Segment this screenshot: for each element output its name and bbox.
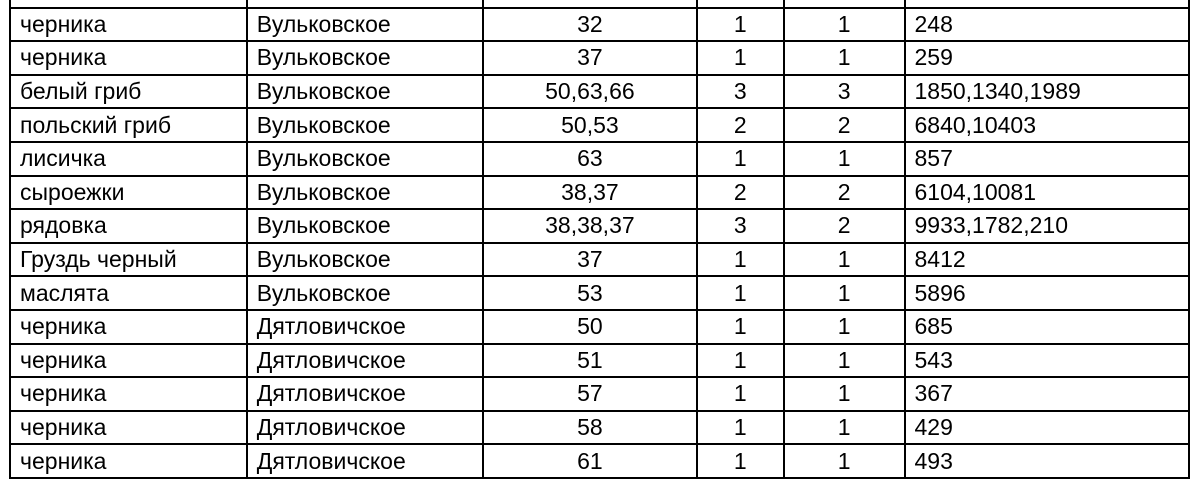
count-cell: 1 xyxy=(697,41,784,75)
area-cell: 6104,10081 xyxy=(905,176,1190,210)
count2-cell: 1 xyxy=(784,276,905,310)
count2-cell: 2 xyxy=(784,209,905,243)
count2-cell: 1 xyxy=(784,310,905,344)
table-row xyxy=(10,108,1189,142)
species-cell: черника xyxy=(10,310,247,344)
header-cell xyxy=(10,0,247,8)
species-cell: белый гриб xyxy=(10,75,247,109)
count-cell: 1 xyxy=(697,310,784,344)
count-cell: 3 xyxy=(697,209,784,243)
forestry-cell: Вульковское xyxy=(247,8,483,42)
count-cell: 1 xyxy=(697,243,784,277)
forestry-cell: Дятловичское xyxy=(247,310,483,344)
forestry-cell: Вульковское xyxy=(247,41,483,75)
area-cell: 685 xyxy=(905,310,1190,344)
count-cell: 1 xyxy=(697,344,784,378)
count2-cell: 2 xyxy=(784,108,905,142)
table-row xyxy=(10,243,1189,277)
count-cell: 1 xyxy=(697,142,784,176)
table-row xyxy=(10,411,1189,445)
area-cell: 543 xyxy=(905,344,1190,378)
table-row xyxy=(10,8,1189,42)
species-cell: черника xyxy=(10,411,247,445)
area-cell: 1850,1340,1989 xyxy=(905,75,1190,109)
age-cell: 37 xyxy=(483,41,697,75)
count-cell: 3 xyxy=(697,75,784,109)
table-row xyxy=(10,444,1189,478)
header-cell xyxy=(483,0,697,8)
count-cell: 1 xyxy=(697,411,784,445)
count2-cell: 1 xyxy=(784,444,905,478)
count-cell: 2 xyxy=(697,176,784,210)
age-cell: 37 xyxy=(483,243,697,277)
age-cell: 38,37 xyxy=(483,176,697,210)
age-cell: 50,53 xyxy=(483,108,697,142)
species-cell: сыроежки xyxy=(10,176,247,210)
age-cell: 61 xyxy=(483,444,697,478)
table-row xyxy=(10,75,1189,109)
table-row xyxy=(10,276,1189,310)
species-cell: Груздь черный xyxy=(10,243,247,277)
species-cell: польский гриб xyxy=(10,108,247,142)
header-cell xyxy=(247,0,483,8)
table-row xyxy=(10,176,1189,210)
forestry-cell: Вульковское xyxy=(247,276,483,310)
area-cell: 429 xyxy=(905,411,1190,445)
forestry-cell: Вульковское xyxy=(247,243,483,277)
area-cell: 493 xyxy=(905,444,1190,478)
count-cell: 2 xyxy=(697,108,784,142)
forestry-cell: Вульковское xyxy=(247,75,483,109)
count2-cell: 1 xyxy=(784,142,905,176)
count-cell: 1 xyxy=(697,8,784,42)
area-cell: 9933,1782,210 xyxy=(905,209,1190,243)
count-cell: 1 xyxy=(697,444,784,478)
species-cell: черника xyxy=(10,344,247,378)
count2-cell: 1 xyxy=(784,344,905,378)
table-row xyxy=(10,310,1189,344)
table-row xyxy=(10,344,1189,378)
count2-cell: 3 xyxy=(784,75,905,109)
table-header-row-partial xyxy=(10,0,1189,8)
count2-cell: 1 xyxy=(784,377,905,411)
count2-cell: 1 xyxy=(784,8,905,42)
count-cell: 1 xyxy=(697,377,784,411)
area-cell: 259 xyxy=(905,41,1190,75)
table-row xyxy=(10,41,1189,75)
table-row xyxy=(10,209,1189,243)
species-cell: черника xyxy=(10,8,247,42)
species-cell: лисичка xyxy=(10,142,247,176)
header-cell xyxy=(905,0,1190,8)
area-cell: 857 xyxy=(905,142,1190,176)
species-cell: черника xyxy=(10,41,247,75)
forestry-cell: Вульковское xyxy=(247,209,483,243)
table-row xyxy=(10,142,1189,176)
age-cell: 51 xyxy=(483,344,697,378)
header-cell xyxy=(697,0,784,8)
area-cell: 367 xyxy=(905,377,1190,411)
forestry-cell: Дятловичское xyxy=(247,411,483,445)
forestry-cell: Вульковское xyxy=(247,108,483,142)
area-cell: 6840,10403 xyxy=(905,108,1190,142)
table-row xyxy=(10,377,1189,411)
count2-cell: 1 xyxy=(784,243,905,277)
age-cell: 32 xyxy=(483,8,697,42)
age-cell: 50,63,66 xyxy=(483,75,697,109)
forestry-cell: Вульковское xyxy=(247,142,483,176)
count-cell: 1 xyxy=(697,276,784,310)
age-cell: 57 xyxy=(483,377,697,411)
count2-cell: 1 xyxy=(784,41,905,75)
age-cell: 50 xyxy=(483,310,697,344)
forestry-cell: Дятловичское xyxy=(247,444,483,478)
data-table-body xyxy=(10,0,1189,478)
forestry-cell: Дятловичское xyxy=(247,344,483,378)
age-cell: 53 xyxy=(483,276,697,310)
area-cell: 5896 xyxy=(905,276,1190,310)
species-cell: маслята xyxy=(10,276,247,310)
forestry-cell: Дятловичское xyxy=(247,377,483,411)
area-cell: 248 xyxy=(905,8,1190,42)
age-cell: 58 xyxy=(483,411,697,445)
count2-cell: 2 xyxy=(784,176,905,210)
count2-cell: 1 xyxy=(784,411,905,445)
area-cell: 8412 xyxy=(905,243,1190,277)
age-cell: 63 xyxy=(483,142,697,176)
species-cell: черника xyxy=(10,377,247,411)
forestry-cell: Вульковское xyxy=(247,176,483,210)
species-cell: рядовка xyxy=(10,209,247,243)
species-cell: черника xyxy=(10,444,247,478)
age-cell: 38,38,37 xyxy=(483,209,697,243)
data-table xyxy=(9,0,1190,479)
header-cell xyxy=(784,0,905,8)
